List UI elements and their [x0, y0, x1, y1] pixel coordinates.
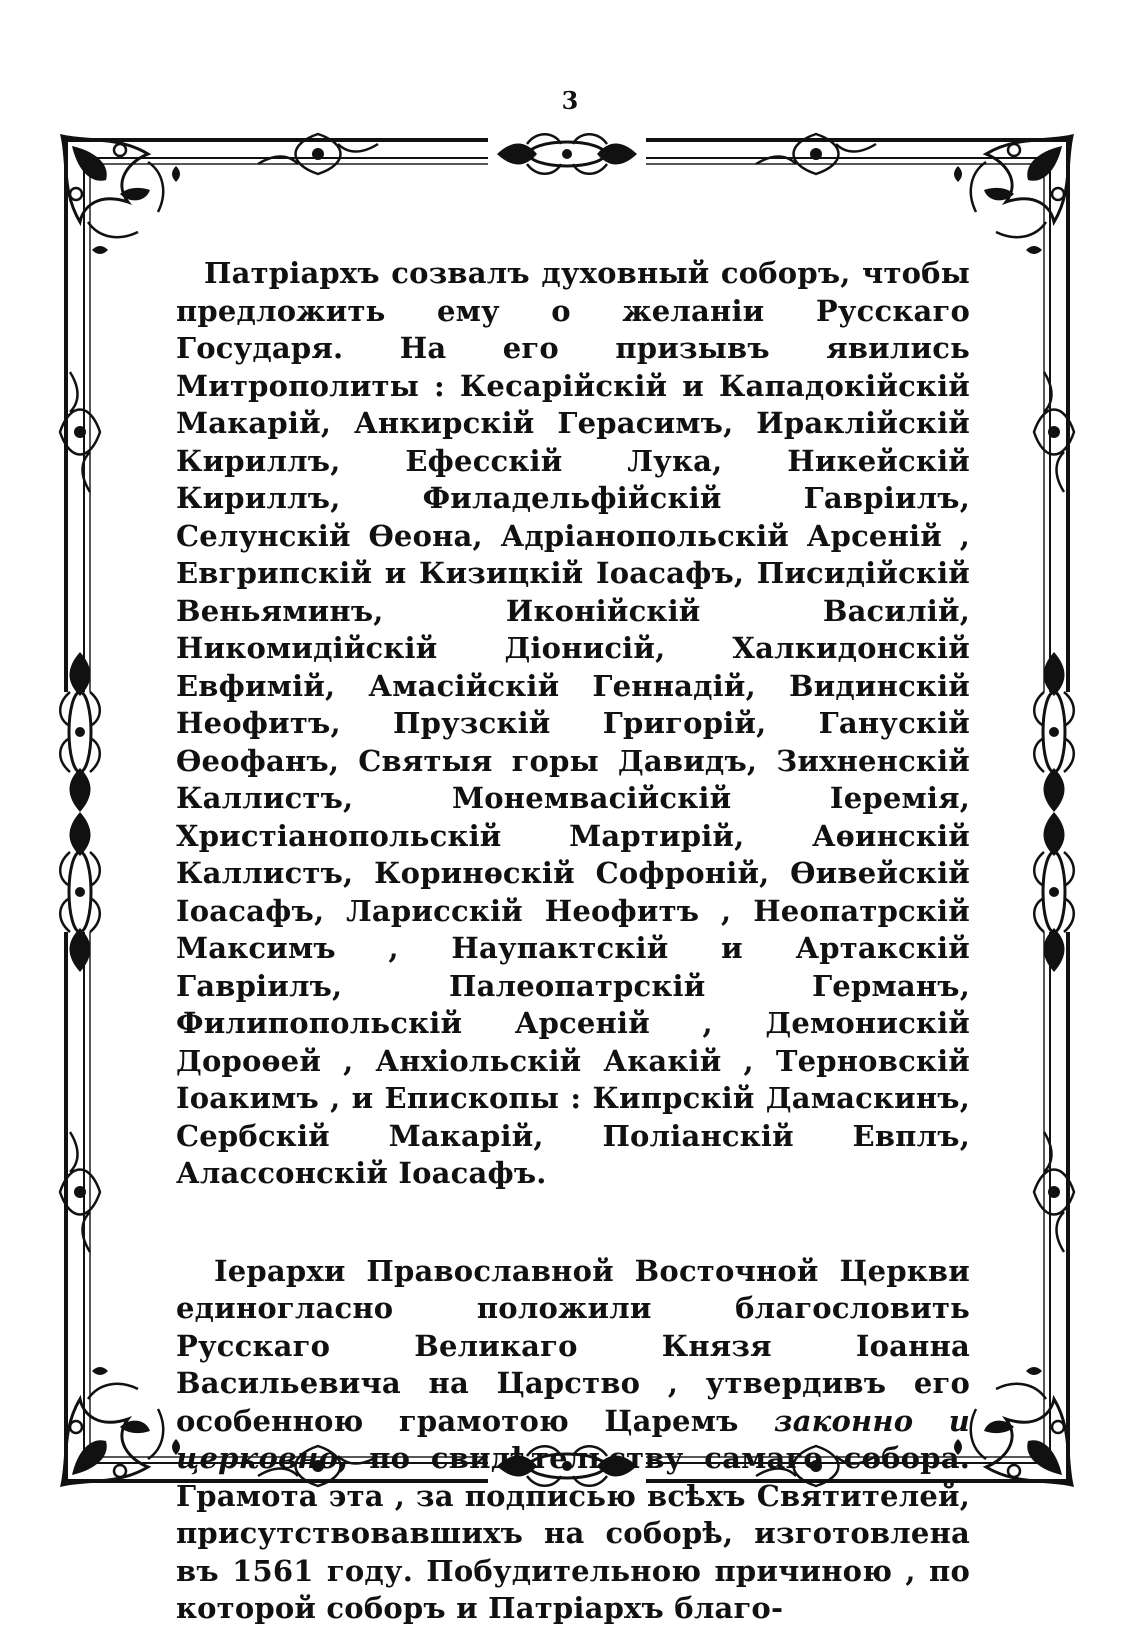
paragraph-1: Патріархъ созвалъ духовный соборъ, чтобы предложить ему о желаніи Русскаго Государя. На его призывъ явились Митрополиты : Кесарійскій и Кападокійскій Макарій, Анкирскій Герасимъ, Ираклійскій Кириллъ, Ефесскій Лука, Никейскій Кириллъ, Филадельфійскій Гавріилъ, Селунскій Ѳеона, Адріанопольскій Арсеній , Евгрипскій и Кизицкій Іоасафъ, Писидійскій Веньяминъ, Иконійскій Василій, Никомидійскій Діонисій, Халкидонскій Евфимій, Амасійскій Геннадій, Видинскій Неофитъ, Прузскій Григорій, Ганускій Ѳеофанъ, Святыя горы Давидъ, Зихненскій Каллистъ, Монемвасійскій Іеремія, Христіанопольскій Мартирій, Аѳинскій Каллистъ, Коринѳскій Софроній, Ѳивейскій Іоасафъ, Ларисскій Неофитъ , Неопатрскій Максимъ , Наупактскій и Артакскій Гавріилъ, Палеопатрскій Германъ, Филипопольскій Арсеній , Демонискій Дороѳей , Анхіольскій Акакій , Терновскій Іоакимъ , и Епископы : Кипрскій Дамаскинъ, Сербскій Макарій, Поліанскій Евплъ, Алассонскій Іоасафъ. — [176, 256, 970, 1190]
paragraph-2-emphasis: законно и церковно — [176, 1403, 970, 1475]
paragraph-2 — [176, 1253, 970, 1628]
page-number: 3 — [561, 86, 579, 115]
page-body — [176, 255, 970, 1628]
paragraph-2-text-a: Іерархи Православной Восточной Церкви единогласно положили благословить Русскаго Великаго Князя Іоанна Васильевича на Царство , утвердивъ его особенною грамотою Царемъ — [176, 1253, 970, 1438]
paragraph-2-text-b: , по свидѣтельству самаго собора. Грамота эта , за подписью всѣхъ Святителей, присутствовавшихъ на соборѣ, изготовлена въ 1561 году. Побудительною причиною , по которой соборъ и Патріархъ благо- — [176, 1441, 970, 1625]
